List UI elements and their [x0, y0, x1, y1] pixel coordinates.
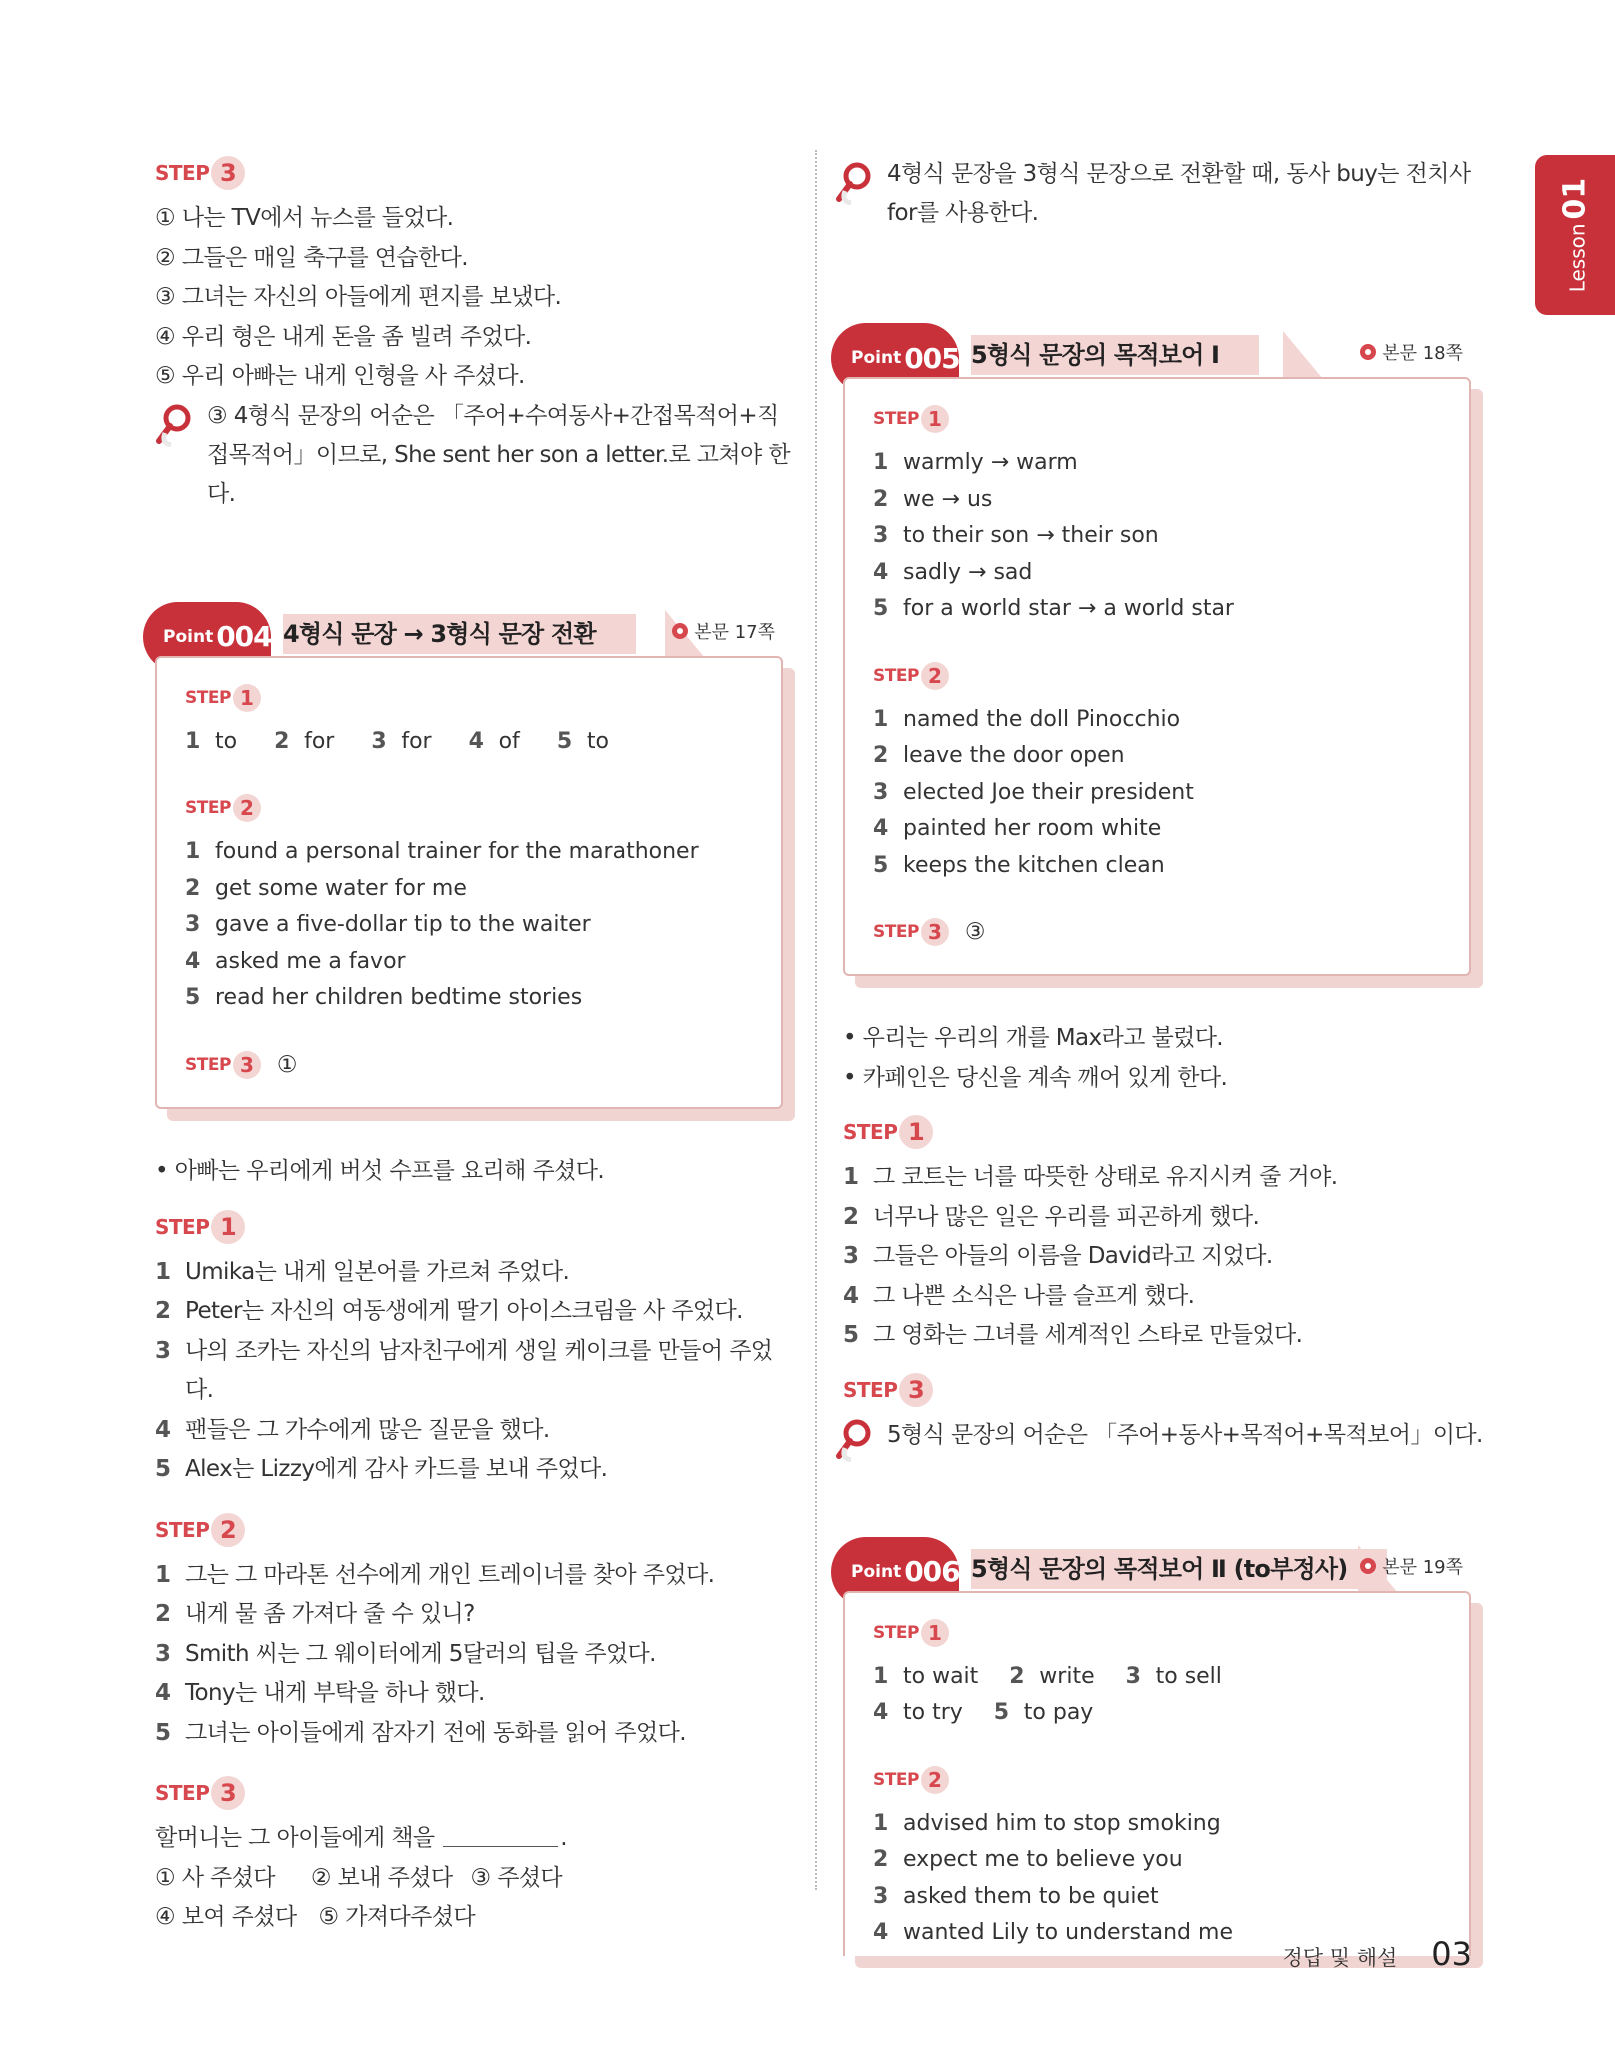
list-item: 3 to their son → their son — [873, 523, 1159, 548]
point-badge: Point 005 — [831, 323, 959, 393]
list-item: ② 그들은 매일 축구를 연습한다. — [155, 244, 468, 271]
list-item: 3 나의 조카는 자신의 남자친구에게 생일 케이크를 만들어 주었다. — [155, 1337, 773, 1403]
step-header: STEP 1 — [155, 1209, 795, 1245]
point-006-section — [843, 1537, 1473, 1968]
step-header: STEP 3 — [155, 1775, 795, 1811]
list-item: 5 그녀는 아이들에게 잠자기 전에 동화를 읽어 주었다. — [155, 1719, 686, 1746]
page-reference: 본문 19쪽 — [1360, 1553, 1463, 1579]
list-item: 4 painted her room white — [873, 816, 1162, 841]
list-item: 4 팬들은 그 가수에게 많은 질문을 했다. — [155, 1416, 550, 1443]
list-item: 1 found a personal trainer for the marathoner — [185, 839, 699, 864]
answer-box — [843, 1591, 1483, 1968]
list-item: 2 너무나 많은 일은 우리를 피곤하게 했다. — [843, 1203, 1260, 1230]
step-header: STEP 3 — [155, 155, 795, 191]
example-sentence: • 카페인은 당신을 계속 깨어 있게 한다. — [843, 1065, 1228, 1091]
list-item: 1 그 코트는 너를 따뜻한 상태로 유지시켜 줄 거야. — [843, 1164, 1338, 1190]
step-header: STEP 2 — [185, 790, 757, 826]
list-item: 2 expect me to believe you — [873, 1847, 1183, 1872]
lesson-tab-label: Lesson01 — [1557, 177, 1593, 293]
answer-value: ③ — [964, 919, 986, 945]
list-item: ① 나는 TV에서 뉴스를 들었다. — [155, 205, 454, 231]
list-item: 1 warmly → warm — [873, 450, 1078, 475]
list-item: 5 read her children bedtime stories — [185, 985, 583, 1010]
example-sentence: • 아빠는 우리에게 버섯 수프를 요리해 주셨다. — [155, 1157, 605, 1184]
list-item: 2 leave the door open — [873, 743, 1125, 768]
point-badge: Point 006 — [831, 1537, 959, 1607]
list-item: 2 Peter는 자신의 여동생에게 딸기 아이스크림을 사 주었다. — [155, 1298, 743, 1324]
answer-row: 1 to wait 2 write 3 to sell — [873, 1663, 1222, 1689]
list-item: 2 we → us — [873, 486, 993, 512]
point-005-section — [843, 323, 1473, 988]
list-item: 5 그 영화는 그녀를 세계적인 스타로 만들었다. — [843, 1322, 1303, 1348]
list-item: ④ 우리 형은 내게 돈을 좀 빌려 주었다. — [155, 323, 532, 350]
point-header — [155, 602, 795, 662]
list-item: 1 Umika는 내게 일본어를 가르쳐 주었다. — [155, 1258, 570, 1285]
list-item: 4 sadly → sad — [873, 559, 1033, 585]
footer-label: 정답 및 해설 — [1282, 1946, 1398, 1970]
list-item: 3 gave a five-dollar tip to the waiter — [185, 912, 591, 937]
list-item: ⑤ 우리 아빠는 내게 인형을 사 주셨다. — [155, 363, 525, 389]
page-footer — [1283, 1935, 1473, 1973]
right-column — [843, 155, 1483, 1968]
page-number: 03 — [1431, 1935, 1472, 1973]
point-badge: Point 004 — [143, 602, 271, 672]
point-title: 5형식 문장의 목적보어 Ⅱ (to부정사) — [971, 1549, 1387, 1589]
list-item: 2 get some water for me — [185, 875, 467, 901]
list-item: 3 Smith 씨는 그 웨이터에게 5달러의 팁을 주었다. — [155, 1640, 656, 1667]
answer-blank — [443, 1824, 558, 1847]
list-item: 1 그는 그 마라톤 선수에게 개인 트레이너를 찾아 주었다. — [155, 1561, 715, 1588]
list-item: ③ 그녀는 자신의 아들에게 편지를 보냈다. — [155, 284, 562, 310]
key-note: ③ 4형식 문장의 어순은 「주어+수여동사+간접목적어+직접목적어」이므로, She sent her son a letter.로 고쳐야 한다. — [155, 397, 795, 514]
step-header: STEP 1 — [185, 680, 757, 716]
example-sentence: • 우리는 우리의 개를 Max라고 불렀다. — [843, 1025, 1224, 1051]
step-header: STEP 2 — [873, 658, 1445, 694]
lesson-tab — [1535, 155, 1615, 315]
page-reference: 본문 18쪽 — [1360, 339, 1463, 365]
list-item: 2 내게 물 좀 가져다 줄 수 있니? — [155, 1601, 475, 1627]
list-item: 3 elected Joe their president — [873, 779, 1194, 805]
list-item: 1 named the doll Pinocchio — [873, 706, 1181, 732]
target-icon — [1360, 1558, 1376, 1574]
step-header: STEP 3 ③ — [873, 919, 986, 945]
answer-row: 1 to 2 for 3 for 4 of 5 to — [185, 728, 609, 754]
list-item: 3 asked them to be quiet — [873, 1883, 1159, 1909]
magnifier-icon — [835, 161, 875, 205]
target-icon — [672, 623, 688, 639]
answer-box — [843, 377, 1483, 988]
left-column — [155, 155, 795, 1938]
options-row: ④ 보여 주셨다 ⑤ 가져다주셨다 — [155, 1904, 475, 1930]
list-item: 4 wanted Lily to understand me — [873, 1920, 1233, 1945]
list-item: 5 keeps the kitchen clean — [873, 852, 1165, 878]
point-header — [843, 1537, 1473, 1597]
list-item: 4 그 나쁜 소식은 나를 슬프게 했다. — [843, 1282, 1195, 1309]
magnifier-icon — [835, 1418, 875, 1462]
step-header: STEP 3 ① — [185, 1051, 298, 1078]
key-note: 5형식 문장의 어순은 「주어+동사+목적어+목적보어」이다. — [843, 1416, 1473, 1455]
point-004-section — [155, 602, 795, 1121]
list-item: 1 advised him to stop smoking — [873, 1810, 1221, 1836]
column-divider — [815, 150, 817, 1890]
list-item: 4 asked me a favor — [185, 948, 406, 974]
point-title: 5형식 문장의 목적보어 Ⅰ — [971, 335, 1259, 375]
step-header: STEP 1 — [873, 1615, 1445, 1651]
point-title: 4형식 문장 → 3형식 문장 전환 — [283, 614, 636, 654]
step-header: STEP 2 — [873, 1762, 1445, 1798]
page-reference: 본문 17쪽 — [672, 618, 775, 644]
target-icon — [1360, 344, 1376, 360]
step-header: STEP 1 — [843, 1114, 1473, 1150]
key-note: 4형식 문장을 3형식 문장으로 전환할 때, 동사 buy는 전치사 for를 사용한다. — [843, 155, 1473, 233]
list-item: 4 Tony는 내게 부탁을 하나 했다. — [155, 1680, 485, 1706]
step-header: STEP 2 — [155, 1512, 795, 1548]
answer-value: ① — [276, 1051, 298, 1078]
question: 할머니는 그 아이들에게 책을 . — [155, 1825, 567, 1851]
list-item: 5 for a world star → a world star — [873, 596, 1234, 621]
step-header: STEP 1 — [873, 401, 1445, 437]
answer-box — [155, 656, 795, 1121]
magnifier-icon — [155, 403, 195, 447]
list-item: 5 Alex는 Lizzy에게 감사 카드를 보내 주었다. — [155, 1456, 608, 1482]
options-row: ① 사 주셨다 ② 보내 주셨다 ③ 주셨다 — [155, 1864, 563, 1891]
step-header: STEP 3 — [843, 1372, 1473, 1408]
list-item: 3 그들은 아들의 이름을 David라고 지었다. — [843, 1243, 1273, 1269]
point-header — [843, 323, 1473, 383]
answer-row: 4 to try 5 to pay — [873, 1700, 1094, 1725]
